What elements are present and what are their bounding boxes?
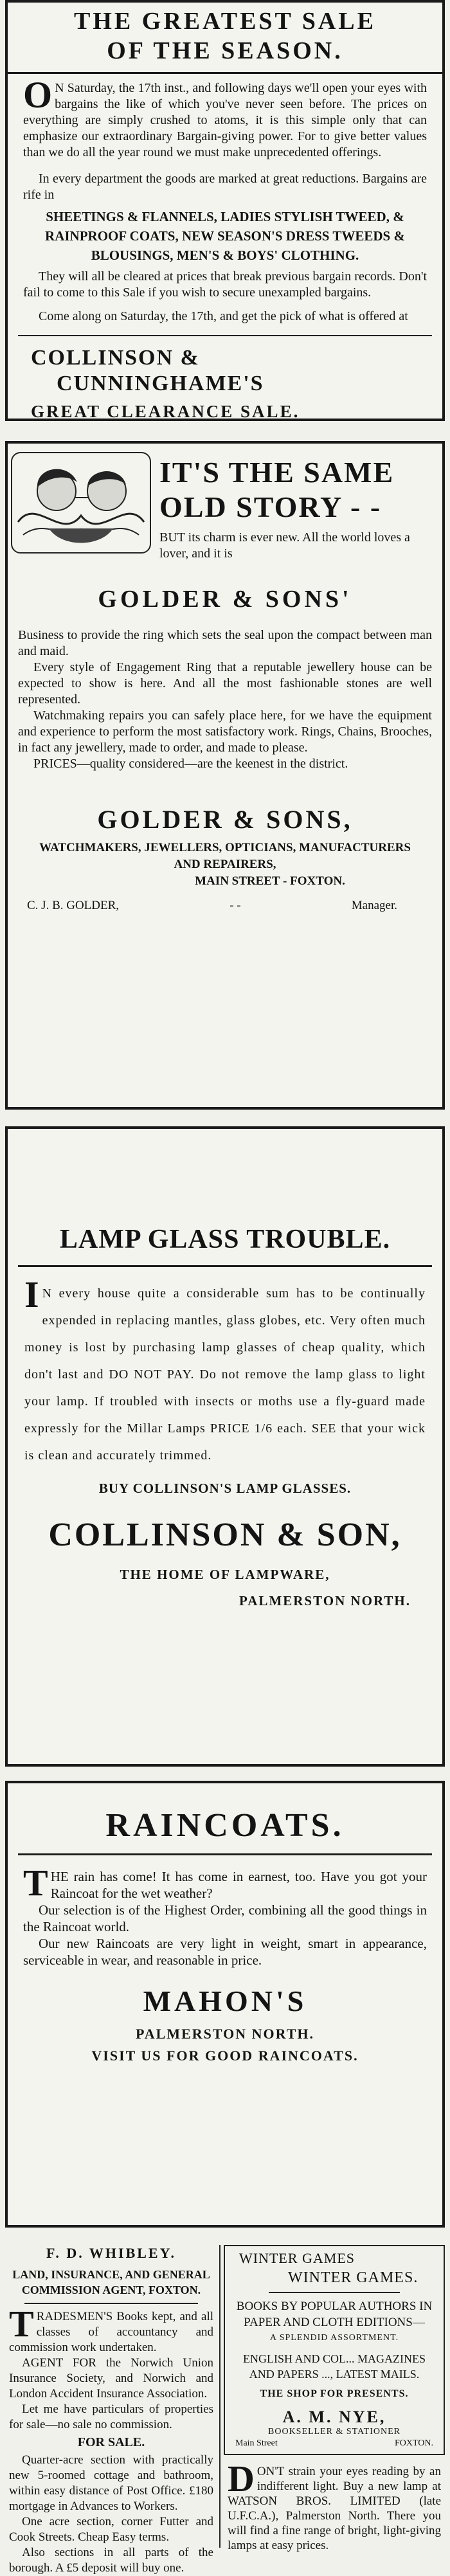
- ad3-body: IN every house quite a considerable sum has to be continually expended in replacing mantles, glass globes, etc. Very often much money is lost by purchasing lamp glasses of cheap quality, which don't last and DO NOT PAY. Do not remove the lamp glass to light your lamp. If troubled with insects or moths use a fly-guard made expressly for the Millar Lamps PRICE 1/6 each. SEE that your wick is clean and accurately trimmed.: [24, 1274, 426, 1463]
- ad1-body2: [8, 269, 442, 325]
- lamp-ad: DON'T strain your eyes reading by an indifferent light. Buy a new lamp at WATSON BROS. LIMITED (late U.F.C.A.), Palmerston North. There you will find a fine range of bright, light-giving lamps at easy prices.: [228, 2458, 441, 2552]
- ad1-firm-line2: CUNNINGHAME'S: [57, 372, 264, 395]
- ad2-firm-name: GOLDER & SONS,: [97, 805, 353, 834]
- ad2-firm-desc: WATCHMAKERS, JEWELLERS, OPTICIANS, MANUFACTURERS AND REPAIRERS,: [39, 841, 411, 871]
- winter-firm-sub: BOOKSELLER & STATIONER: [268, 2427, 401, 2436]
- ad1-para4: Come along on Saturday, the 17th, and get the pick of what is offered at: [39, 309, 408, 323]
- winter-line1: WINTER GAMES: [239, 2250, 356, 2266]
- ad3-tagline: BUY COLLINSON'S LAMP GLASSES.: [98, 1481, 352, 1496]
- ad-whibley: [5, 2245, 217, 2576]
- ad4-para3: Our new Raincoats are very light in weight, smart in appearance, serviceable in wear, and reasonable in price.: [23, 1936, 427, 1968]
- whibley-para3: Let me have particulars of properties for sale—no sale no commission.: [9, 2402, 213, 2431]
- winter-address-row: [230, 2437, 438, 2449]
- ad2-dashes: - -: [230, 899, 241, 912]
- ad4-firm: MAHON'S: [143, 1985, 307, 2017]
- ad2-address: MAIN STREET - FOXTON.: [195, 874, 345, 888]
- ad3-sub2: PALMERSTON NORTH.: [239, 1593, 411, 1608]
- ad4-town: PALMERSTON NORTH.: [135, 2026, 315, 2042]
- ad4-visit: VISIT US FOR GOOD RAINCOATS.: [91, 2048, 359, 2064]
- ad3-title: LAMP GLASS TROUBLE.: [59, 1225, 391, 1254]
- ad2-para3: Watchmaking repairs you can safely place here, for we have the equipment and experience to perform the most satisfactory work. Rings, Chains, Brooches, in fact any jewellery, made to order, and made to please.: [18, 708, 432, 755]
- ad1-bold-items: SHEETINGS & FLANNELS, LADIES STYLISH TWEED, & RAINPROOF COATS, NEW SEASON'S DRESS TWEEDS & BLOUSINGS, MEN'S & BOYS' CLOTHING.: [45, 209, 405, 263]
- ad4-para2: Our selection is of the Highest Order, combining all the good things in the Raincoat world.: [23, 1902, 427, 1934]
- ad4-rule: [18, 1853, 432, 1855]
- winter-line2: WINTER GAMES.: [288, 2269, 419, 2286]
- ad-winter-games: [224, 2245, 445, 2553]
- ad2-title-line1: IT'S THE SAME: [159, 456, 395, 489]
- ad-lamp-glass: [5, 1126, 445, 1767]
- ad4-body: [8, 1862, 442, 1968]
- ad3-sub1: THE HOME OF LAMPWARE,: [120, 1567, 330, 1582]
- ad1-para2: In every department the goods are marked at great reductions. Bargains are rife in: [23, 172, 427, 202]
- ad1-para1: ON Saturday, the 17th inst., and following days we'll open your eyes with bargains the like of which you've never seen before. The prices on everything are simply crushed to atoms, it is this simple only that can emphasize our extraordinary Bargain-giving power. For to give better values than we do all the year round we must make unprecedented offerings.: [23, 74, 427, 159]
- whibley-para1: TRADESMEN'S Books kept, and all classes of accountancy and commission work undertaken.: [9, 2303, 213, 2354]
- ad1-para3: They will all be cleared at prices that break previous bargain records. Don't fail to come to this Sale if you wish to secure unexampled bargains.: [23, 269, 427, 300]
- winter-box: [224, 2245, 445, 2455]
- ad2-firm-heading: GOLDER & SONS': [98, 586, 352, 613]
- ad3-firm: COLLINSON & SON,: [48, 1517, 402, 1553]
- ad2-manager-title: Manager.: [351, 899, 397, 912]
- ad2-body: [8, 613, 442, 772]
- ad2-manager-name: C. J. B. GOLDER,: [27, 899, 120, 912]
- ad2-header: [8, 444, 442, 563]
- winter-firm: A. M. NYE,: [282, 2408, 386, 2426]
- ad2-para1: Business to provide the ring which sets the seal upon the compact between man and maid.: [18, 628, 432, 658]
- ad3-rule: [18, 1265, 432, 1267]
- lovers-illustration-icon: [10, 451, 152, 554]
- winter-firm-addr-right: FOXTON.: [394, 2438, 433, 2448]
- winter-books: BOOKS BY POPULAR AUTHORS IN PAPER AND CLOTH EDITIONS—: [236, 2300, 433, 2329]
- whibley-name: F. D. WHIBLEY.: [46, 2245, 176, 2261]
- ad1-firm-box: [18, 335, 432, 422]
- winter-rule: [269, 2292, 400, 2293]
- whibley-for-sale: FOR SALE.: [77, 2435, 145, 2449]
- ad-golder-sons: [5, 441, 445, 1110]
- ad2-manager-row: [8, 890, 442, 913]
- winter-assortment: A SPLENDID ASSORTMENT.: [269, 2333, 399, 2343]
- whibley-para5: One acre section, corner Futter and Cook Streets. Cheap Easy terms.: [9, 2515, 213, 2544]
- whibley-para4: Quarter-acre section with practically new 5-roomed cottage and bathroom, within easy distance of Post Office. £180 mortgage in Advances to Workers.: [9, 2453, 213, 2513]
- column-divider: [219, 2245, 221, 2548]
- whibley-para6: Also sections in all parts of the borough. A £5 deposit will buy one.: [9, 2546, 213, 2575]
- ad-greatest-sale: [5, 0, 445, 421]
- ad1-headline-1: THE GREATEST SALE: [74, 8, 376, 35]
- ad1-headline-2: OF THE SEASON.: [8, 36, 442, 74]
- ad4-title: RAINCOATS.: [105, 1807, 345, 1844]
- ad-raincoats: [5, 1781, 445, 2228]
- winter-firm-addr: Main Street: [235, 2438, 278, 2448]
- ad1-body: [8, 74, 442, 203]
- ad2-title-line2: OLD STORY - -: [159, 491, 382, 523]
- ad2-para2: Every style of Engagement Ring that a reputable jewellery house can be expected to show is here. And all the most fashionable stones are well represented.: [18, 660, 432, 707]
- ad2-intro: BUT its charm is ever new. All the world loves a lover, and it is: [159, 530, 410, 561]
- ad1-firm-sub: GREAT CLEARANCE SALE.: [31, 402, 300, 421]
- whibley-para2: AGENT FOR the Norwich Union Insurance Society, and Norwich and London Accident Insurance Association.: [9, 2356, 213, 2400]
- winter-magazines: ENGLISH AND COL... MAGAZINES AND PAPERS ..., LATEST MAILS.: [243, 2352, 426, 2381]
- ad4-para1: THE rain has come! It has come in earnest, too. Have you got your Raincoat for the wet weather?: [23, 1862, 427, 1904]
- ad1-firm-line1: COLLINSON &: [31, 346, 200, 370]
- whibley-title: LAND, INSURANCE, AND GENERAL COMMISSION AGENT, FOXTON.: [12, 2268, 210, 2296]
- whibley-rule: [24, 2303, 198, 2304]
- winter-shop: THE SHOP FOR PRESENTS.: [260, 2388, 409, 2399]
- ad2-para4: PRICES—quality considered—are the keenest in the district.: [33, 757, 348, 771]
